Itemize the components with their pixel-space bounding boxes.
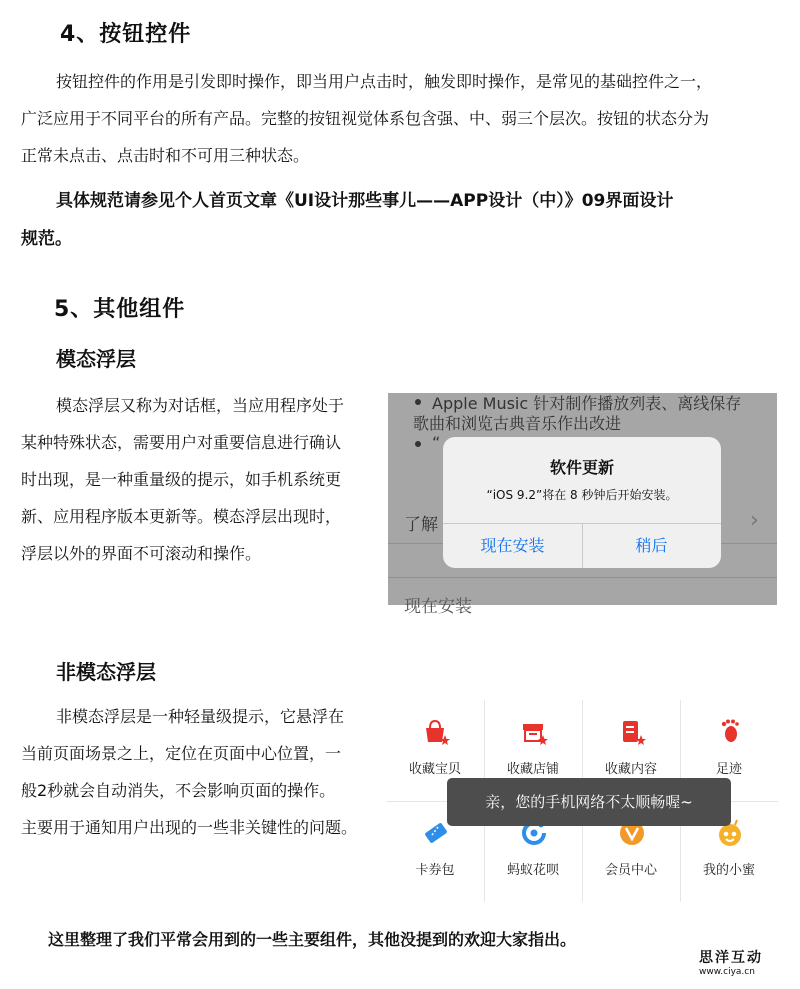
software-update-dialog — [443, 437, 721, 568]
grid-item-label: 会员中心 — [604, 863, 657, 878]
modal-para-line-3: 时出现，是一种重量级的提示，如手机系统更 — [21, 470, 342, 489]
modal-para-line-4: 新、应用程序版本更新等。模态浮层出现时， — [21, 507, 342, 526]
nonmodal-para-line-4: 主要用于通知用户出现的一些非关键性的问题。 — [21, 818, 358, 837]
section-5-heading: 5、其他组件 — [54, 297, 186, 322]
toast-message: 亲，您的手机网络不太顺畅喔~ — [447, 778, 731, 826]
doc-star-icon — [618, 718, 646, 746]
footprint-icon — [716, 718, 744, 746]
section-4-para-line-1: 按钮控件的作用是引发即时操作，即当用户点击时，触发即时操作，是常见的基础控件之一， — [56, 72, 713, 91]
modal-dialog-screenshot — [388, 393, 777, 617]
site-logo — [699, 950, 769, 978]
modal-heading: 模态浮层 — [56, 347, 136, 371]
bg-install-now: 现在安装 — [404, 597, 472, 617]
modal-para-line-2: 某种特殊状态，需要用户对重要信息进行确认 — [21, 433, 342, 452]
grid-item-label: 收藏店铺 — [506, 762, 559, 777]
grid-item-label: 收藏内容 — [604, 762, 657, 777]
section-4-para-line-3: 正常未点击、点击时和不可用三种状态。 — [21, 146, 310, 165]
footer-text: 这里整理了我们平常会用到的一些主要组件，其他没提到的欢迎大家指出。 — [48, 930, 577, 949]
chevron-right-icon: › — [750, 508, 759, 533]
nonmodal-para-line-1: 非模态浮层是一种轻量级提示，它悬浮在 — [56, 707, 345, 726]
grid-item-label: 收藏宝贝 — [408, 762, 461, 777]
grid-item-label: 蚂蚁花呗 — [506, 863, 559, 878]
grid-item-label: 我的小蜜 — [702, 863, 755, 878]
nonmodal-para-line-2: 当前页面场景之上，定位在页面中心位置，一 — [21, 744, 342, 763]
install-now-button[interactable]: 现在安装 — [480, 536, 545, 555]
grid-item-label: 卡券包 — [415, 863, 455, 878]
dialog-title: 软件更新 — [549, 458, 614, 477]
divider — [388, 577, 777, 578]
logo-name: 思洋互动 — [699, 950, 763, 966]
section-4-para-line-2: 广泛应用于不同平台的所有产品。完整的按钮视觉体系包含强、中、弱三个层次。按钮的状态分为 — [21, 109, 710, 128]
shop-star-icon — [520, 718, 548, 746]
grid-item-label: 足迹 — [715, 762, 742, 777]
section-4-heading: 4、按钮控件 — [60, 22, 192, 47]
later-button[interactable]: 稍后 — [635, 536, 668, 555]
modal-para-line-5: 浮层以外的界面不可滚动和操作。 — [21, 544, 262, 563]
nonmodal-para-line-3: 般2秒就会自动消失，不会影响页面的操作。 — [21, 781, 336, 800]
logo-url: www.ciya.cn — [699, 967, 755, 977]
bullet-dot — [415, 441, 421, 447]
bg-learn-more: 了解 — [404, 515, 438, 535]
bg-text-line-3: “ — [432, 433, 441, 452]
bag-star-icon — [422, 718, 450, 746]
dialog-message: “iOS 9.2”将在 8 秒钟后开始安装。 — [486, 488, 678, 502]
section-4-reference-line-1: 具体规范请参见个人首页文章《UI设计那些事儿——APP设计（中）》09界面设计 — [56, 191, 674, 211]
bg-text-line-1: Apple Music 针对制作播放列表、离线保存 — [432, 394, 742, 413]
section-4-reference-line-2: 规范。 — [21, 229, 72, 249]
ticket-icon — [422, 819, 450, 847]
bullet-dot — [415, 399, 421, 405]
bg-text-line-2: 歌曲和浏览古典音乐作出改进 — [413, 414, 622, 433]
toast-screenshot — [386, 700, 778, 902]
nonmodal-heading: 非模态浮层 — [56, 660, 156, 684]
modal-para-line-1: 模态浮层又称为对话框，当应用程序处于 — [56, 396, 345, 415]
